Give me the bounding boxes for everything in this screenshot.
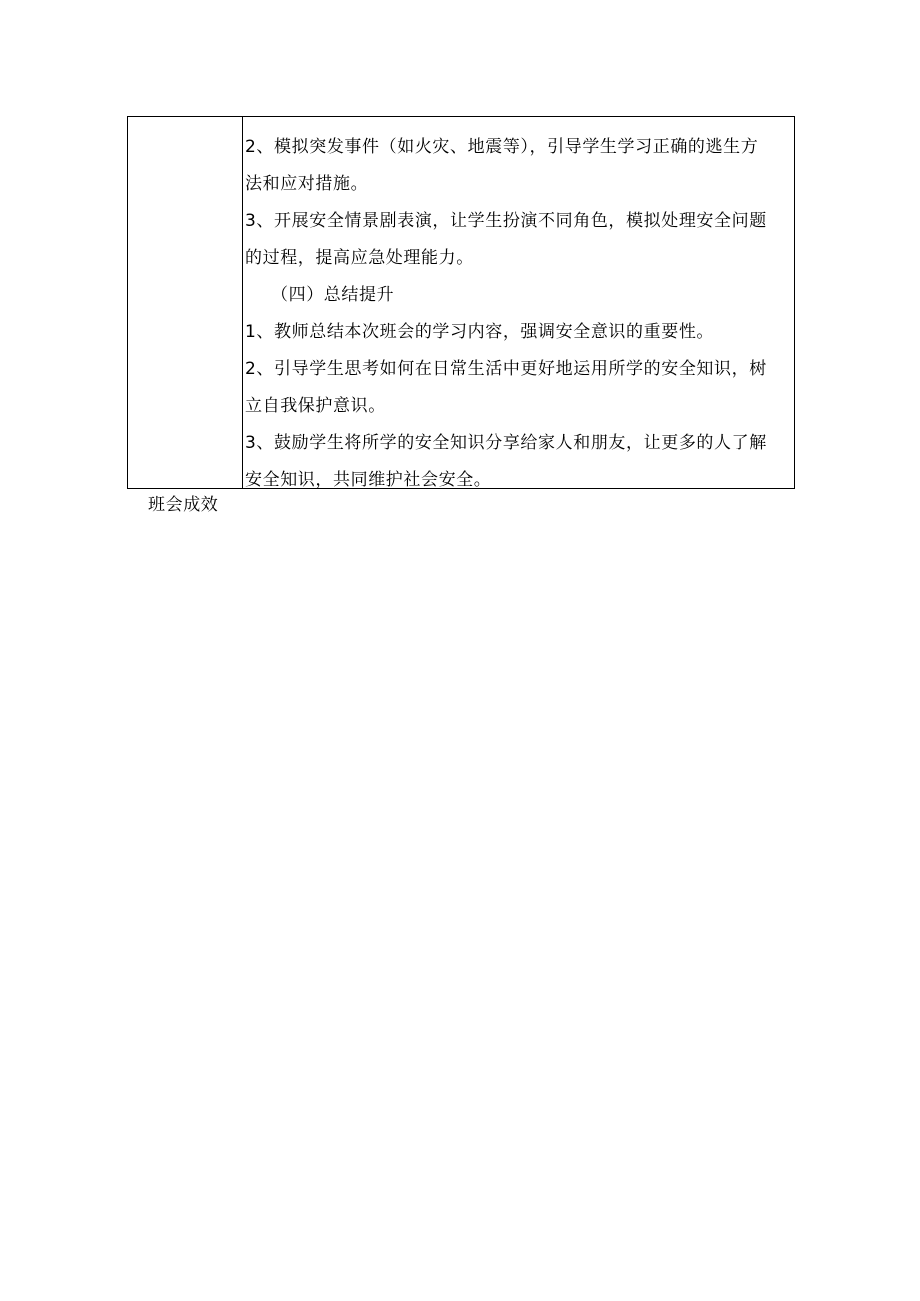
lesson-plan-table — [127, 116, 795, 489]
section-heading: （四）总结提升 — [271, 285, 395, 305]
table-label-cell — [128, 117, 243, 488]
content-line: 安全知识，共同维护社会安全。 — [245, 470, 492, 490]
next-row-label: 班会成效 — [148, 495, 219, 515]
content-line: 法和应对措施。 — [245, 174, 369, 194]
content-line: 1、教师总结本次班会的学习内容，强调安全意识的重要性。 — [245, 322, 715, 342]
content-line: 3、鼓励学生将所学的安全知识分享给家人和朋友，让更多的人了解 — [245, 433, 767, 453]
content-line: 2、引导学生思考如何在日常生活中更好地运用所学的安全知识，树 — [245, 359, 767, 379]
content-line: 的过程，提高应急处理能力。 — [245, 248, 474, 268]
content-line: 立自我保护意识。 — [245, 396, 386, 416]
content-line: 2、模拟突发事件（如火灾、地震等），引导学生学习正确的逃生方 — [245, 137, 759, 157]
table-content-cell — [243, 117, 794, 488]
content-line: 3、开展安全情景剧表演，让学生扮演不同角色，模拟处理安全问题 — [245, 211, 767, 231]
